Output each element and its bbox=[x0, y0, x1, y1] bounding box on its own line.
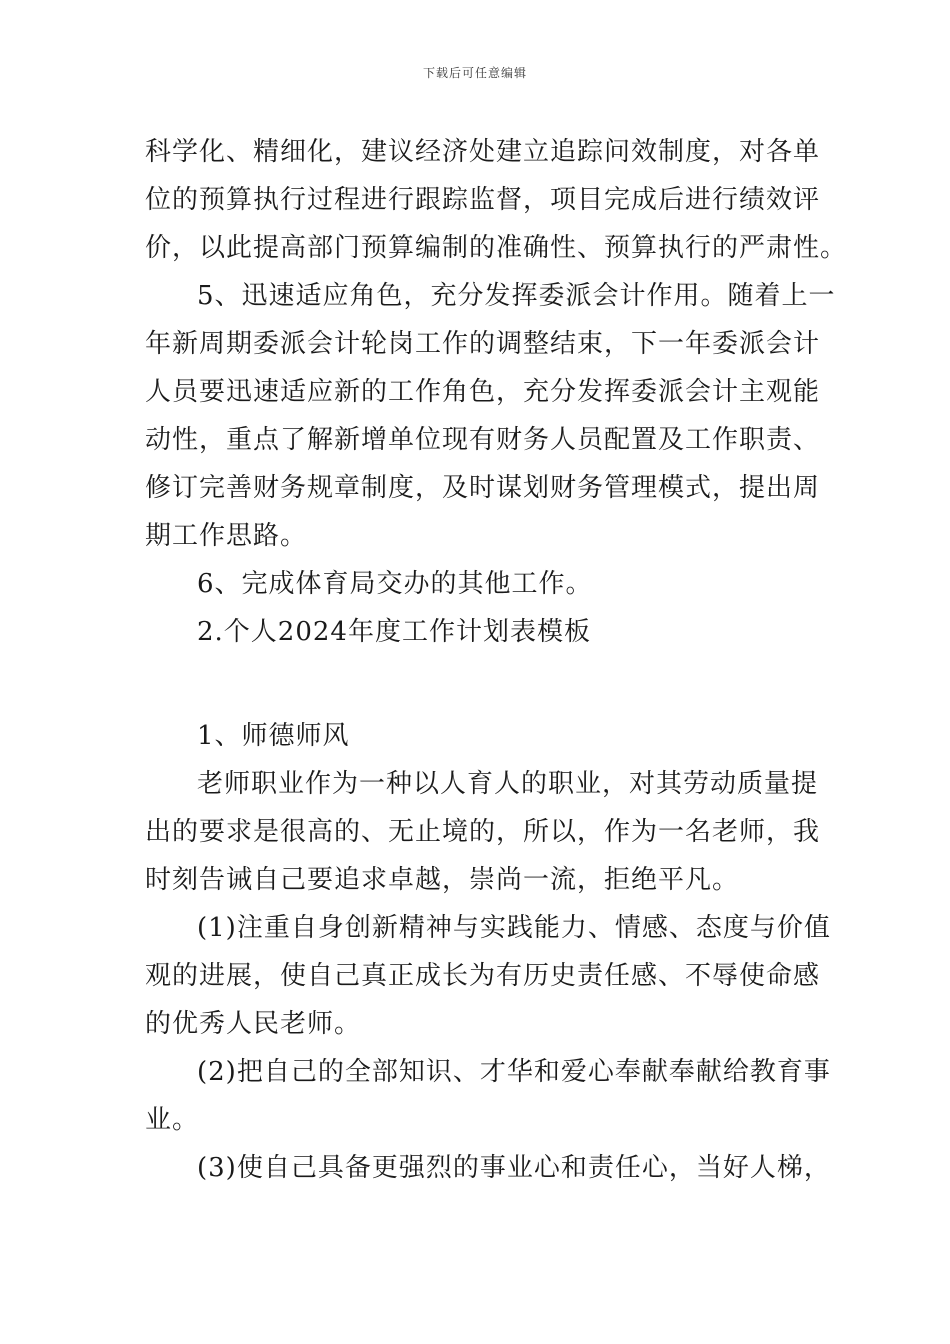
text-line: 观的进展，使自己真正成长为有历史责任感、不辱使命感 bbox=[145, 961, 821, 991]
paragraph-6: 6、完成体育局交办的其他工作。 bbox=[197, 569, 593, 599]
page-header: 下载后可任意编辑 bbox=[422, 66, 527, 80]
text-line: 年新周期委派会计轮岗工作的调整结束，下一年委派会计 bbox=[145, 329, 821, 359]
text-line: 期工作思路。 bbox=[145, 521, 308, 551]
text-line: 时刻告诫自己要追求卓越，崇尚一流，拒绝平凡。 bbox=[145, 865, 740, 895]
subsection-heading: 1、师德师风 bbox=[197, 721, 350, 751]
text-line: 科学化、精细化，建议经济处建立追踪问效制度，对各单 bbox=[145, 137, 821, 167]
item-2-first-line: (2)把自己的全部知识、才华和爱心奉献奉献给教育事 bbox=[197, 1057, 831, 1087]
spacer bbox=[145, 656, 810, 712]
text-line: 业。 bbox=[145, 1105, 200, 1135]
text-line: 修订完善财务规章制度，及时谋划财务管理模式，提出周 bbox=[145, 473, 821, 503]
text-line: 价，以此提高部门预算编制的准确性、预算执行的严肃性。 bbox=[145, 233, 848, 263]
document-body bbox=[145, 128, 848, 1192]
text-line: 位的预算执行过程进行跟踪监督，项目完成后进行绩效评 bbox=[145, 185, 821, 215]
item-1-first-line: (1)注重自身创新精神与实践能力、情感、态度与价值 bbox=[197, 913, 831, 943]
text-line: 的优秀人民老师。 bbox=[145, 1009, 362, 1039]
paragraph-first-line: 老师职业作为一种以人育人的职业，对其劳动质量提 bbox=[197, 769, 819, 799]
paragraph-5-first-line: 5、迅速适应角色，充分发挥委派会计作用。随着上一 bbox=[197, 281, 836, 311]
item-3-first-line: (3)使自己具备更强烈的事业心和责任心，当好人梯， bbox=[197, 1153, 831, 1183]
text-line: 动性，重点了解新增单位现有财务人员配置及工作职责、 bbox=[145, 425, 821, 455]
section-heading: 2.个人2024年度工作计划表模板 bbox=[197, 617, 591, 647]
text-line: 出的要求是很高的、无止境的，所以，作为一名老师，我 bbox=[145, 817, 821, 847]
text-line: 人员要迅速适应新的工作角色，充分发挥委派会计主观能 bbox=[145, 377, 821, 407]
